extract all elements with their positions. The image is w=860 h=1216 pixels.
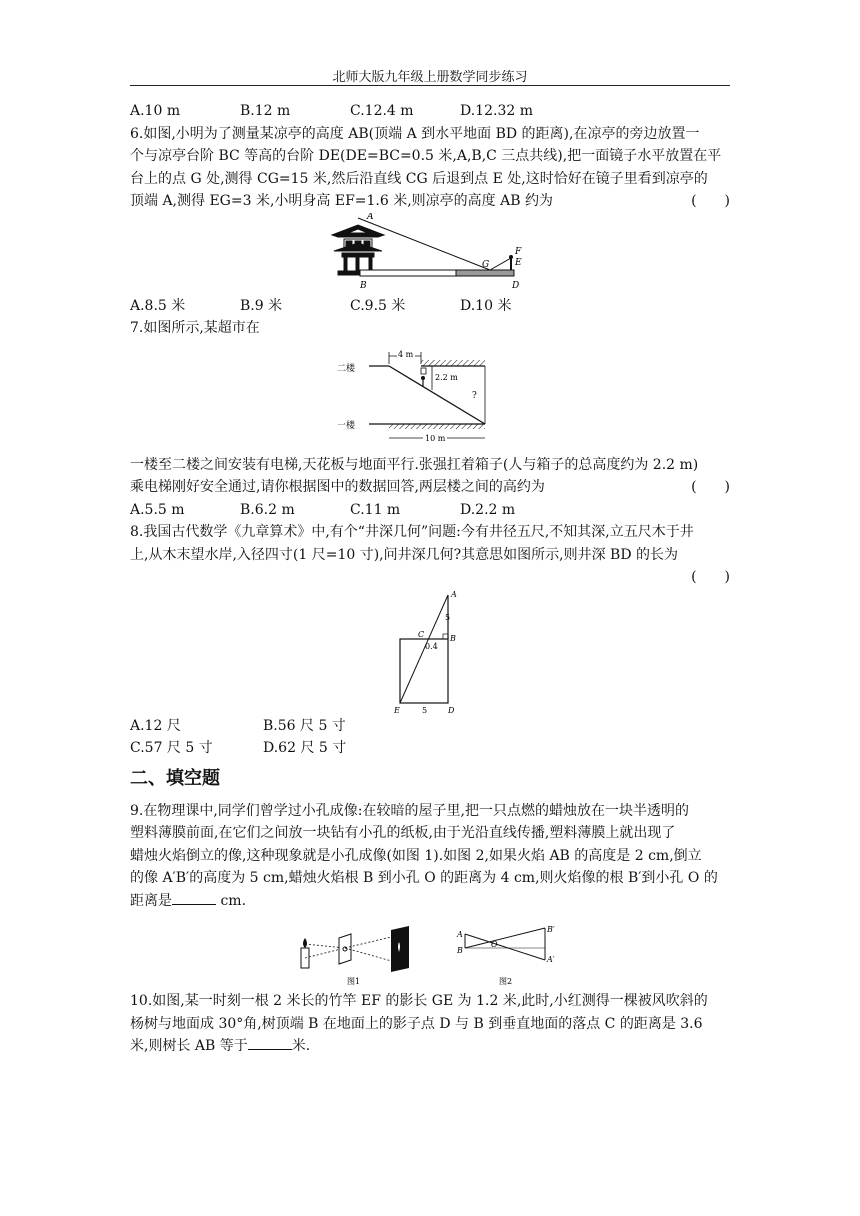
fig-label: 二楼 [337,363,356,374]
fig-label: G [482,259,490,270]
fig-label: F [515,246,522,257]
q9-pinhole-figure-2 [455,924,565,986]
worksheet-page [130,100,730,1058]
q8-option-d[interactable]: D.62 尺 5 寸 [263,740,347,756]
fig-label: ? [472,390,477,401]
q8-options-row1 [130,715,730,738]
fig-label: 5 [445,612,451,622]
q9-line: 的像 A′B′的高度为 5 cm,蜡烛火焰根 B 到小孔 O 的距离为 4 cm,则火焰像的根 B′到小孔 O 的 [130,870,718,886]
answer-parentheses: ( ) [691,479,730,495]
q6-option-d[interactable]: D.10 米 [460,297,512,314]
q7-line-last [130,476,730,499]
figure-caption: 图2 [499,977,513,986]
q10-line-suffix: 米. [291,1038,311,1054]
question-6 [130,123,730,318]
q10-line: 杨树与地面成 30°角,树顶端 B 在地面上的影子点 D 与 B 到垂直地面的落点 C 的距离是 3.6 [130,1015,703,1032]
q8-line: 8.我国古代数学《九章算术》中,有个“井深几何”问题:今有井径五尺,不知其深,立五尺木于井 [130,524,694,540]
header-divider [130,85,730,86]
page-header: 北师大版九年级上册数学同步练习 [332,70,528,85]
q5-option-b[interactable]: B.12 m [240,103,291,119]
figure-caption: 图1 [347,977,361,986]
q9-line-suffix: cm. [216,892,247,909]
section-title: 二、填空题 [130,767,220,789]
q9-line: 塑料薄膜前面,在它们之间放一块钻有小孔的纸板,由于光沿直线传播,塑料薄膜上就出现了 [130,825,676,841]
question-7 [130,317,730,521]
q5-option-d[interactable]: D.12.32 m [460,103,533,119]
q9-figures [130,924,730,986]
answer-blank[interactable] [172,892,216,905]
q9-line-text: 距离是 [130,892,172,909]
fig-label: E [515,257,522,268]
q6-option-c[interactable]: C.9.5 米 [350,297,406,314]
q7-option-a[interactable]: A.5.5 m [130,501,185,518]
q8-option-c[interactable]: C.57 尺 5 寸 [130,740,213,756]
fig-label: D [512,280,520,291]
q8-option-b[interactable]: B.56 尺 5 寸 [263,717,346,734]
q7-option-c[interactable]: C.11 m [350,501,401,518]
q8-line: 上,从木末望水岸,入径四寸(1 尺=10 寸),问井深几何?其意思如图所示,则井深 BD 的长为 [130,546,678,563]
fig-label: B [360,280,367,291]
q5-option-a[interactable]: A.10 m [130,103,181,119]
q6-line-last [130,190,730,213]
fig-label: A [451,589,457,599]
fig-label: 0.4 [425,641,438,651]
q9-pinhole-figure-1 [295,924,415,986]
fig-label: 5 [422,705,428,715]
q6-line: 个与凉亭台阶 BC 等高的台阶 DE(DE=BC=0.5 米,A,B,C 三点共线),把一面镜子水平放置在平 [130,148,722,164]
answer-parentheses: ( ) [691,193,730,209]
fig-label: 一楼 [337,420,356,431]
q10-line: 10.如图,某一时刻一根 2 米长的竹竿 EF 的影长 GE 为 1.2 米,此时,小红测得一棵被风吹斜的 [130,993,708,1009]
fig-label: C [418,629,425,639]
q5-option-c[interactable]: C.12.4 m [350,103,414,119]
fig-label: A′ [547,955,555,964]
q8-paren-line [130,566,730,589]
q7-options [130,499,730,522]
fig-label: O [491,940,498,949]
q6-line: 台上的点 G 处,测得 CG=15 米,然后沿直线 CG 后退到点 E 处,这时恰好在镜子里看到凉亭的 [130,170,708,187]
answer-blank[interactable] [248,1037,292,1050]
question-10 [130,990,730,1058]
q6-pavilion-figure [330,213,530,295]
q6-option-a[interactable]: A.8.5 米 [130,297,186,314]
fig-label: 2.2 m [435,372,458,382]
q7-option-b[interactable]: B.6.2 m [240,501,295,518]
fig-label: A [457,930,463,939]
q8-options-row2 [130,737,730,760]
q8-option-a[interactable]: A.12 尺 [130,717,181,734]
question-8 [130,521,730,760]
q5-options [130,100,730,123]
q7-line-text: 乘电梯刚好安全通过,请你根据图中的数据回答,两层楼之间的高约为 [130,479,545,495]
q7-intro: 7.如图所示,某超市在 [130,320,260,336]
question-9 [130,800,730,987]
q7-line: 一楼至二楼之间安装有电梯,天花板与地面平行.张强扛着箱子(人与箱子的总高度约为 2.2 m) [130,456,699,473]
q10-line-text: 米,则树长 AB 等于 [130,1038,248,1054]
fig-label: B′ [547,925,555,934]
pavilion-icon [332,225,384,275]
q7-escalator-figure [335,346,525,446]
fig-label: D [448,705,455,715]
q8-well-figure [390,589,480,715]
q7-option-d[interactable]: D.2.2 m [460,501,516,518]
q9-line: 9.在物理课中,同学们曾学过小孔成像:在较暗的屋子里,把一只点燃的蜡烛放在一块半透明的 [130,802,689,819]
fig-label: 4 m [398,349,414,359]
q6-option-b[interactable]: B.9 米 [240,297,283,314]
fig-label: A [367,212,374,222]
q6-options [130,295,730,318]
q9-line: 蜡烛火焰倒立的像,这种现象就是小孔成像(如图 1).如图 2,如果火焰 AB 的高度是 2 cm,倒立 [130,847,702,864]
fig-label: B [450,633,456,643]
answer-parentheses: ( ) [691,569,730,585]
q6-line-text: 顶端 A,测得 EG=3 米,小明身高 EF=1.6 米,则凉亭的高度 AB 约为 [130,193,553,209]
q9-line-last [130,890,730,913]
q6-line: 6.如图,小明为了测量某凉亭的高度 AB(顶端 A 到水平地面 BD 的距离),在凉亭的旁边放置一 [130,125,700,142]
fig-label: E [394,705,400,715]
fig-label: 10 m [425,433,446,443]
fig-label: B [457,946,463,955]
q10-line-last [130,1035,730,1058]
